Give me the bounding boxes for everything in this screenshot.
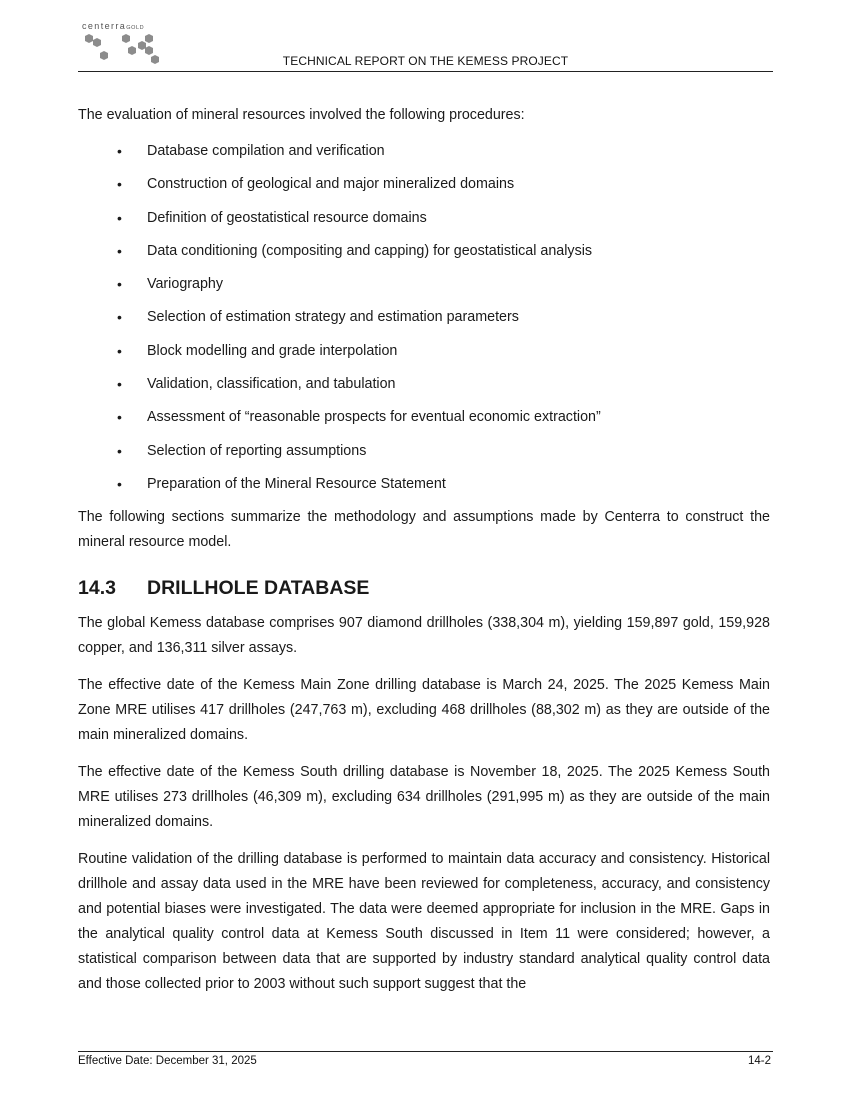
body-paragraph: Routine validation of the drilling database is performed to maintain data accuracy and consistency. Historical drillhole and assay data used in the MRE have been reviewed for completeness, accuracy, and consistency and potential biases were investigated. The data were deemed appropriate for inclusion in the MRE. Gaps in the analytical quality control data at Kemess South discussed in Item 11 were considered; however, a statistical comparison between data that are supported by industry standard analytical quality control data and those collected prior to 2003 without such support suggest that the <box>78 851 770 993</box>
section-heading <box>78 575 770 601</box>
section-number: 14.3 <box>78 577 116 600</box>
list-item: • Block modelling and grade interpolation <box>78 335 770 368</box>
bullet-icon: • <box>117 276 122 293</box>
bullet-icon: • <box>117 409 122 426</box>
bullet-icon: • <box>117 143 122 159</box>
bullet-icon: • <box>117 475 122 492</box>
report-title: TECHNICAL REPORT ON THE KEMESS PROJECT <box>282 54 569 68</box>
list-item: • Validation, classification, and tabulation <box>78 368 770 401</box>
summary-paragraph: The following sections summarize the methodology and assumptions made by Centerra to construct the mineral resource model. <box>78 509 770 551</box>
bullet-icon: • <box>117 242 122 259</box>
procedure-list <box>78 135 770 501</box>
list-item: • Data conditioning (compositing and capping) for geostatistical analysis <box>78 235 770 268</box>
list-item: • Preparation of the Mineral Resource Statement <box>78 468 770 501</box>
list-item: • Selection of reporting assumptions <box>78 435 770 468</box>
body-paragraph: The global Kemess database comprises 907 diamond drillholes (338,304 m), yielding 159,897 gold, 159,928 copper, and 136,311 silver assays. <box>78 615 770 657</box>
section-title: DRILLHOLE DATABASE <box>147 577 370 600</box>
list-item: • Definition of geostatistical resource domains <box>78 202 770 235</box>
list-item: • Variography <box>78 268 770 301</box>
list-item: • Database compilation and verification <box>78 135 770 168</box>
bullet-icon: • <box>117 342 122 359</box>
bullet-icon: • <box>117 442 122 459</box>
list-item: • Construction of geological and major mineralized domains <box>78 168 770 201</box>
body-paragraph: The effective date of the Kemess South drilling database is November 18, 2025. The 2025 Kemess South MRE utilises 273 drillholes (46,309 m), excluding 634 drillholes (291,995 m) as they are outside of the main mineralized domains. <box>78 764 770 831</box>
bullet-icon: • <box>117 209 122 226</box>
bullet-icon: • <box>117 176 122 193</box>
body-paragraph: The effective date of the Kemess Main Zone drilling database is March 24, 2025. The 2025 Kemess Main Zone MRE utilises 417 drillholes (247,763 m), excluding 468 drillholes (88,302 m) as they are outside of the main mineralized domains. <box>78 677 770 744</box>
effective-date: Effective Date: December 31, 2025 <box>78 1055 257 1067</box>
list-item: • Assessment of “reasonable prospects for eventual economic extraction” <box>78 401 770 434</box>
intro-paragraph: The evaluation of mineral resources involved the following procedures: <box>78 107 525 123</box>
bullet-icon: • <box>117 309 122 326</box>
page-header <box>78 20 773 72</box>
page-footer <box>78 1051 773 1067</box>
page-number: 14-2 <box>747 1055 771 1067</box>
page-body <box>78 103 770 997</box>
bullet-icon: • <box>117 376 122 393</box>
list-item: • Selection of estimation strategy and estimation parameters <box>78 301 770 334</box>
logo-wordmark: centerraGOLD <box>82 21 145 31</box>
